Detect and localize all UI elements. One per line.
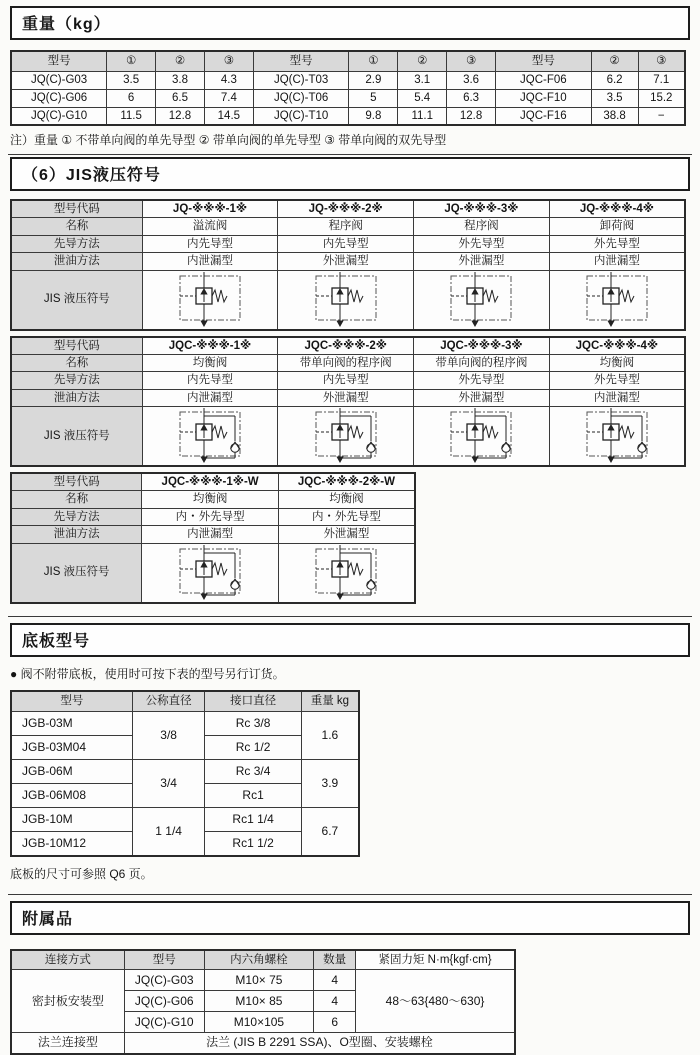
drain-cell: 内泄漏型 [549, 253, 685, 270]
model-cell: JGB-06M [11, 760, 132, 784]
jis-table-1 [10, 199, 686, 331]
row-label-cell: 名称 [11, 218, 142, 235]
value-cell: 9.8 [349, 107, 398, 125]
drain-cell: 内泄漏型 [142, 389, 278, 406]
table-row [11, 712, 359, 736]
code-cell: JQ-※※※-1※ [142, 200, 278, 218]
value-cell: 38.8 [591, 107, 638, 125]
hydraulic-symbol-icon [553, 272, 681, 328]
header-cell: 型号 [11, 51, 107, 71]
table-row [11, 1033, 515, 1054]
nominal-cell: 3/8 [132, 712, 205, 760]
row-label-cell: JIS 液压符号 [11, 543, 142, 603]
hydraulic-symbol-icon [281, 408, 410, 464]
flange-contents-cell: 法兰 (JIS B 2291 SSA)、O型圈、安装螺栓 [124, 1033, 515, 1054]
model-cell: JQ(C)-G10 [11, 107, 107, 125]
symbol-cell [549, 407, 685, 467]
header-cell: 型号 [11, 691, 132, 712]
weight-cell: 3.9 [301, 760, 359, 808]
header-cell: ③ [447, 51, 496, 71]
table-row [11, 270, 685, 330]
header-cell: ① [107, 51, 156, 71]
value-cell: 7.4 [204, 89, 253, 107]
pilot-cell: 外先导型 [414, 372, 550, 389]
pilot-cell: 内先导型 [142, 235, 278, 252]
table-row [11, 473, 415, 491]
pilot-cell: 内先导型 [278, 372, 414, 389]
value-cell: − [638, 107, 685, 125]
symbol-cell [142, 270, 278, 330]
pilot-cell: 内・外先导型 [142, 508, 279, 525]
name-cell: 带单向阀的程序阀 [414, 354, 550, 371]
connection-type-cell: 法兰连接型 [11, 1033, 124, 1054]
symbol-cell [142, 543, 279, 603]
drain-cell: 外泄漏型 [414, 253, 550, 270]
row-label-cell: 泄油方法 [11, 526, 142, 543]
header-cell: 公称直径 [132, 691, 205, 712]
drain-cell: 外泄漏型 [278, 389, 414, 406]
header-cell: ① [349, 51, 398, 71]
model-cell: JGB-03M04 [11, 736, 132, 760]
model-cell: JGB-03M [11, 712, 132, 736]
bolt-cell: M10×105 [204, 1012, 314, 1033]
model-cell: JQ(C)-T06 [253, 89, 349, 107]
name-cell: 均衡阀 [549, 354, 685, 371]
table-row [11, 89, 685, 107]
value-cell: 7.1 [638, 71, 685, 89]
model-cell: JQ(C)-T03 [253, 71, 349, 89]
header-cell: 连接方式 [11, 950, 124, 970]
code-cell: JQ-※※※-4※ [549, 200, 685, 218]
row-label-cell: 先导方法 [11, 372, 142, 389]
name-cell: 程序阀 [278, 218, 414, 235]
value-cell: 6.2 [591, 71, 638, 89]
header-cell: 型号 [124, 950, 204, 970]
header-cell: 型号 [496, 51, 592, 71]
value-cell: 2.9 [349, 71, 398, 89]
value-cell: 3.5 [107, 71, 156, 89]
symbol-cell [549, 270, 685, 330]
table-header-row [11, 950, 515, 970]
code-cell: JQC-※※※-4※ [549, 337, 685, 355]
model-cell: JQ(C)-G06 [124, 991, 204, 1012]
pilot-cell: 内先导型 [142, 372, 278, 389]
model-cell: JGB-10M12 [11, 832, 132, 856]
connection-type-cell: 密封板安装型 [11, 970, 124, 1033]
pilot-cell: 外先导型 [414, 235, 550, 252]
hydraulic-symbol-icon [553, 408, 681, 464]
port-cell: Rc 1/2 [205, 736, 301, 760]
torque-cell: 48～63{480～630} [356, 970, 515, 1033]
header-cell: 接口直径 [205, 691, 301, 712]
row-label-cell: 泄油方法 [11, 389, 142, 406]
header-cell: 型号 [253, 51, 349, 71]
code-cell: JQC-※※※-1※ [142, 337, 278, 355]
model-cell: JQ(C)-T10 [253, 107, 349, 125]
nominal-cell: 3/4 [132, 760, 205, 808]
weight-table [10, 50, 686, 126]
table-row [11, 543, 415, 603]
code-cell: JQC-※※※-3※ [414, 337, 550, 355]
nominal-cell: 1 1/4 [132, 808, 205, 856]
section-title: 底板型号 [22, 632, 91, 650]
catalog-page [0, 6, 700, 1055]
hydraulic-symbol-icon [146, 408, 275, 464]
row-label-cell: 名称 [11, 354, 142, 371]
port-cell: Rc1 [205, 784, 301, 808]
table-row [11, 372, 685, 389]
value-cell: 5.4 [398, 89, 447, 107]
table-header-row [11, 691, 359, 712]
symbol-cell [278, 270, 414, 330]
row-label-cell: 名称 [11, 491, 142, 508]
accessories-table [10, 949, 516, 1055]
qty-cell: 4 [314, 991, 356, 1012]
row-label-cell: 先导方法 [11, 235, 142, 252]
baseplate-table [10, 690, 360, 857]
name-cell: 卸荷阀 [549, 218, 685, 235]
name-cell: 程序阀 [414, 218, 550, 235]
name-cell: 溢流阀 [142, 218, 278, 235]
value-cell: 6.3 [447, 89, 496, 107]
weight-cell: 1.6 [301, 712, 359, 760]
value-cell: 15.2 [638, 89, 685, 107]
header-cell: 紧固力矩 N·m{kgf·cm} [356, 950, 515, 970]
drain-cell: 外泄漏型 [278, 526, 415, 543]
hydraulic-symbol-icon [417, 272, 546, 328]
name-cell: 均衡阀 [278, 491, 415, 508]
table-row [11, 354, 685, 371]
table-row [11, 526, 415, 543]
code-cell: JQC-※※※-2※ [278, 337, 414, 355]
name-cell: 均衡阀 [142, 354, 278, 371]
value-cell: 6 [107, 89, 156, 107]
qty-cell: 6 [314, 1012, 356, 1033]
code-cell: JQC-※※※-2※-W [278, 473, 415, 491]
baseplate-footnote: 底板的尺寸可参照 Q6 页。 [10, 866, 153, 881]
table-row [11, 200, 685, 218]
value-cell: 5 [349, 89, 398, 107]
pilot-cell: 外先导型 [549, 372, 685, 389]
model-cell: JGB-10M [11, 808, 132, 832]
drain-cell: 外泄漏型 [414, 389, 550, 406]
value-cell: 3.1 [398, 71, 447, 89]
code-cell: JQ-※※※-2※ [278, 200, 414, 218]
header-cell: ② [398, 51, 447, 71]
row-label-cell: 型号代码 [11, 473, 142, 491]
row-label-cell: 先导方法 [11, 508, 142, 525]
port-cell: Rc 3/8 [205, 712, 301, 736]
hydraulic-symbol-icon [417, 408, 546, 464]
hydraulic-symbol-icon [281, 272, 410, 328]
value-cell: 3.5 [591, 89, 638, 107]
section-title-accessories [10, 901, 690, 935]
model-cell: JGB-06M08 [11, 784, 132, 808]
page-title: 重量（kg） [22, 16, 111, 33]
code-cell: JQC-※※※-1※-W [142, 473, 279, 491]
jis-table-2 [10, 336, 686, 468]
bolt-cell: M10× 75 [204, 970, 314, 991]
model-cell: JQC-F06 [496, 71, 592, 89]
table-row [11, 107, 685, 125]
value-cell: 12.8 [156, 107, 205, 125]
table-row [11, 508, 415, 525]
row-label-cell: 泄油方法 [11, 253, 142, 270]
weight-cell: 6.7 [301, 808, 359, 856]
row-label-cell: 型号代码 [11, 337, 142, 355]
row-label-cell: JIS 液压符号 [11, 407, 142, 467]
symbol-cell [278, 407, 414, 467]
hydraulic-symbol-icon [146, 272, 275, 328]
symbol-cell [278, 543, 415, 603]
port-cell: Rc1 1/4 [205, 808, 301, 832]
weight-note: 注）重量 ① 不带单向阀的单先导型 ② 带单向阀的单先导型 ③ 带单向阀的双先导型 [10, 133, 447, 147]
name-cell: 带单向阀的程序阀 [278, 354, 414, 371]
jis-table-3 [10, 472, 416, 604]
pilot-cell: 外先导型 [549, 235, 685, 252]
drain-cell: 内泄漏型 [549, 389, 685, 406]
section-title-jis [10, 157, 690, 191]
table-row [11, 218, 685, 235]
table-row [11, 235, 685, 252]
hydraulic-symbol-icon [282, 545, 411, 601]
port-cell: Rc1 1/2 [205, 832, 301, 856]
header-cell: ③ [204, 51, 253, 71]
value-cell: 11.1 [398, 107, 447, 125]
header-cell: 重量 kg [301, 691, 359, 712]
model-cell: JQ(C)-G03 [11, 71, 107, 89]
table-row [11, 337, 685, 355]
model-cell: JQC-F16 [496, 107, 592, 125]
code-cell: JQ-※※※-3※ [414, 200, 550, 218]
section-divider [8, 894, 692, 895]
section-title: （6）JIS液压符号 [22, 167, 161, 184]
table-row [11, 491, 415, 508]
symbol-cell [414, 270, 550, 330]
port-cell: Rc 3/4 [205, 760, 301, 784]
drain-cell: 内泄漏型 [142, 253, 278, 270]
model-cell: JQ(C)-G03 [124, 970, 204, 991]
baseplate-bullet: ● 阀不附带底板，使用时可按下表的型号另行订货。 [10, 666, 285, 681]
qty-cell: 4 [314, 970, 356, 991]
table-row [11, 253, 685, 270]
pilot-cell: 内先导型 [278, 235, 414, 252]
drain-cell: 内泄漏型 [142, 526, 279, 543]
value-cell: 4.3 [204, 71, 253, 89]
header-cell: ③ [638, 51, 685, 71]
table-row [11, 71, 685, 89]
bolt-cell: M10× 85 [204, 991, 314, 1012]
value-cell: 3.6 [447, 71, 496, 89]
table-row [11, 407, 685, 467]
value-cell: 6.5 [156, 89, 205, 107]
pilot-cell: 内・外先导型 [278, 508, 415, 525]
symbol-cell [414, 407, 550, 467]
value-cell: 3.8 [156, 71, 205, 89]
row-label-cell: 型号代码 [11, 200, 142, 218]
header-cell: ② [591, 51, 638, 71]
table-row [11, 760, 359, 784]
header-cell: 内六角螺栓 [204, 950, 314, 970]
hydraulic-symbol-icon [145, 545, 275, 601]
section-title-baseplate [10, 623, 690, 657]
header-cell: ② [156, 51, 205, 71]
value-cell: 11.5 [107, 107, 156, 125]
model-cell: JQC-F10 [496, 89, 592, 107]
model-cell: JQ(C)-G06 [11, 89, 107, 107]
table-header-row [11, 51, 685, 71]
section-divider [8, 616, 692, 617]
table-row [11, 808, 359, 832]
table-row [11, 970, 515, 991]
drain-cell: 外泄漏型 [278, 253, 414, 270]
name-cell: 均衡阀 [142, 491, 279, 508]
row-label-cell: JIS 液压符号 [11, 270, 142, 330]
section-title: 附属品 [22, 910, 74, 928]
section-divider [8, 154, 692, 155]
symbol-cell [142, 407, 278, 467]
value-cell: 12.8 [447, 107, 496, 125]
value-cell: 14.5 [204, 107, 253, 125]
section-title-weight [10, 6, 690, 40]
model-cell: JQ(C)-G10 [124, 1012, 204, 1033]
table-row [11, 389, 685, 406]
header-cell: 数量 [314, 950, 356, 970]
